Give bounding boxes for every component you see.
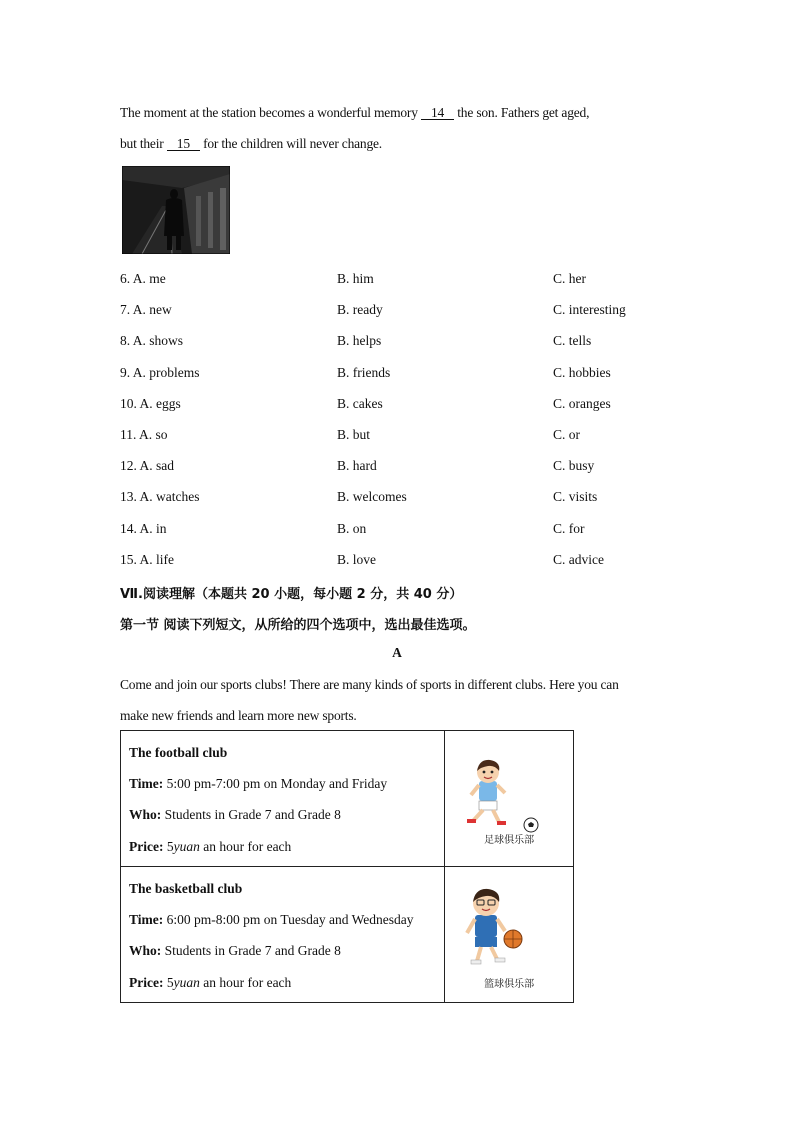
club-time bbox=[129, 776, 387, 792]
option-8-b: B. helps bbox=[337, 333, 382, 348]
club-info-cell bbox=[121, 867, 445, 1003]
time-value: 6:00 pm-8:00 pm on Tuesday and Wednesday bbox=[166, 912, 414, 927]
price-unit: yuan bbox=[173, 839, 200, 854]
player-shirt bbox=[479, 781, 497, 801]
option-7-b: B. ready bbox=[337, 302, 383, 317]
time-label: Time: bbox=[129, 912, 164, 927]
option-7-a: 7. A. new bbox=[120, 302, 172, 317]
clubs-table bbox=[120, 730, 574, 1003]
passage-text: the son. Fathers get aged, bbox=[457, 105, 590, 120]
option-13-b: B. welcomes bbox=[337, 489, 407, 504]
who-label: Who: bbox=[129, 943, 162, 958]
club-time bbox=[129, 912, 414, 928]
club-caption: 篮球俱乐部 bbox=[484, 979, 535, 990]
option-9-b: B. friends bbox=[337, 365, 391, 380]
option-13-c: C. visits bbox=[553, 489, 598, 504]
option-12-b: B. hard bbox=[337, 458, 377, 473]
option-11-a: 11. A. so bbox=[120, 427, 168, 442]
club-picture-cell bbox=[445, 731, 574, 867]
option-8-c: C. tells bbox=[553, 333, 592, 348]
time-value: 5:00 pm-7:00 pm on Monday and Friday bbox=[166, 776, 388, 791]
passage-line-2 bbox=[120, 136, 382, 152]
who-label: Who: bbox=[129, 807, 162, 822]
blank-14: 14 bbox=[421, 106, 454, 120]
passage-letter: A bbox=[392, 645, 402, 660]
option-10-c: C. oranges bbox=[553, 396, 611, 411]
club-info-cell bbox=[121, 731, 445, 867]
intro-line-2: make new friends and learn more new sports. bbox=[120, 708, 357, 723]
time-label: Time: bbox=[129, 776, 164, 791]
price-number: 5 bbox=[166, 839, 174, 854]
option-9-a: 9. A. problems bbox=[120, 365, 200, 380]
option-15-a: 15. A. life bbox=[120, 552, 174, 567]
passage-text: for the children will never change. bbox=[203, 136, 382, 151]
option-15-b: B. love bbox=[337, 552, 376, 567]
option-11-b: B. but bbox=[337, 427, 371, 442]
option-12-a: 12. A. sad bbox=[120, 458, 174, 473]
blank-15: 15 bbox=[167, 137, 200, 151]
club-name: The basketball club bbox=[129, 881, 243, 896]
option-14-c: C. for bbox=[553, 521, 585, 536]
option-14-a: 14. A. in bbox=[120, 521, 167, 536]
passage-text: but their bbox=[120, 136, 164, 151]
option-12-c: C. busy bbox=[553, 458, 595, 473]
table-row bbox=[121, 731, 574, 867]
passage-line-1 bbox=[120, 105, 589, 121]
price-label: Price: bbox=[129, 839, 164, 854]
option-6-b: B. him bbox=[337, 271, 374, 286]
option-8-a: 8. A. shows bbox=[120, 333, 184, 348]
option-6-a: 6. A. me bbox=[120, 271, 166, 286]
club-price bbox=[129, 975, 291, 991]
option-7-c: C. interesting bbox=[553, 302, 626, 317]
option-6-c: C. her bbox=[553, 271, 586, 286]
club-who bbox=[129, 807, 341, 823]
option-11-c: C. or bbox=[553, 427, 580, 442]
basketball-player-icon bbox=[453, 887, 523, 969]
option-10-a: 10. A. eggs bbox=[120, 396, 181, 411]
intro-line-1: Come and join our sports clubs! There are many kinds of sports in different clubs. Here you can bbox=[120, 677, 619, 692]
option-14-b: B. on bbox=[337, 521, 367, 536]
option-13-a: 13. A. watches bbox=[120, 489, 200, 504]
subsection-heading: 第一节 阅读下列短文，从所给的四个选项中，选出最佳选项。 bbox=[120, 618, 476, 633]
player-shirt bbox=[475, 915, 497, 937]
price-text: an hour for each bbox=[203, 975, 292, 990]
who-value: Students in Grade 7 and Grade 8 bbox=[164, 807, 341, 822]
price-text: an hour for each bbox=[203, 839, 292, 854]
club-picture-cell bbox=[445, 867, 574, 1003]
club-who bbox=[129, 943, 341, 959]
football-player-icon bbox=[457, 759, 517, 831]
basketball-icon bbox=[503, 929, 523, 949]
price-number: 5 bbox=[166, 975, 174, 990]
club-price bbox=[129, 839, 291, 855]
table-row bbox=[121, 867, 574, 1003]
option-9-c: C. hobbies bbox=[553, 365, 611, 380]
passage-text: The moment at the station becomes a wonderful memory bbox=[120, 105, 418, 120]
who-value: Students in Grade 7 and Grade 8 bbox=[164, 943, 341, 958]
price-unit: yuan bbox=[173, 975, 200, 990]
station-photo bbox=[122, 166, 230, 254]
club-name: The football club bbox=[129, 745, 228, 760]
option-15-c: C. advice bbox=[553, 552, 604, 567]
club-caption: 足球俱乐部 bbox=[484, 835, 535, 846]
option-10-b: B. cakes bbox=[337, 396, 383, 411]
price-label: Price: bbox=[129, 975, 164, 990]
section-heading: Ⅶ.阅读理解（本题共 20 小题，每小题 2 分，共 40 分） bbox=[120, 587, 463, 602]
